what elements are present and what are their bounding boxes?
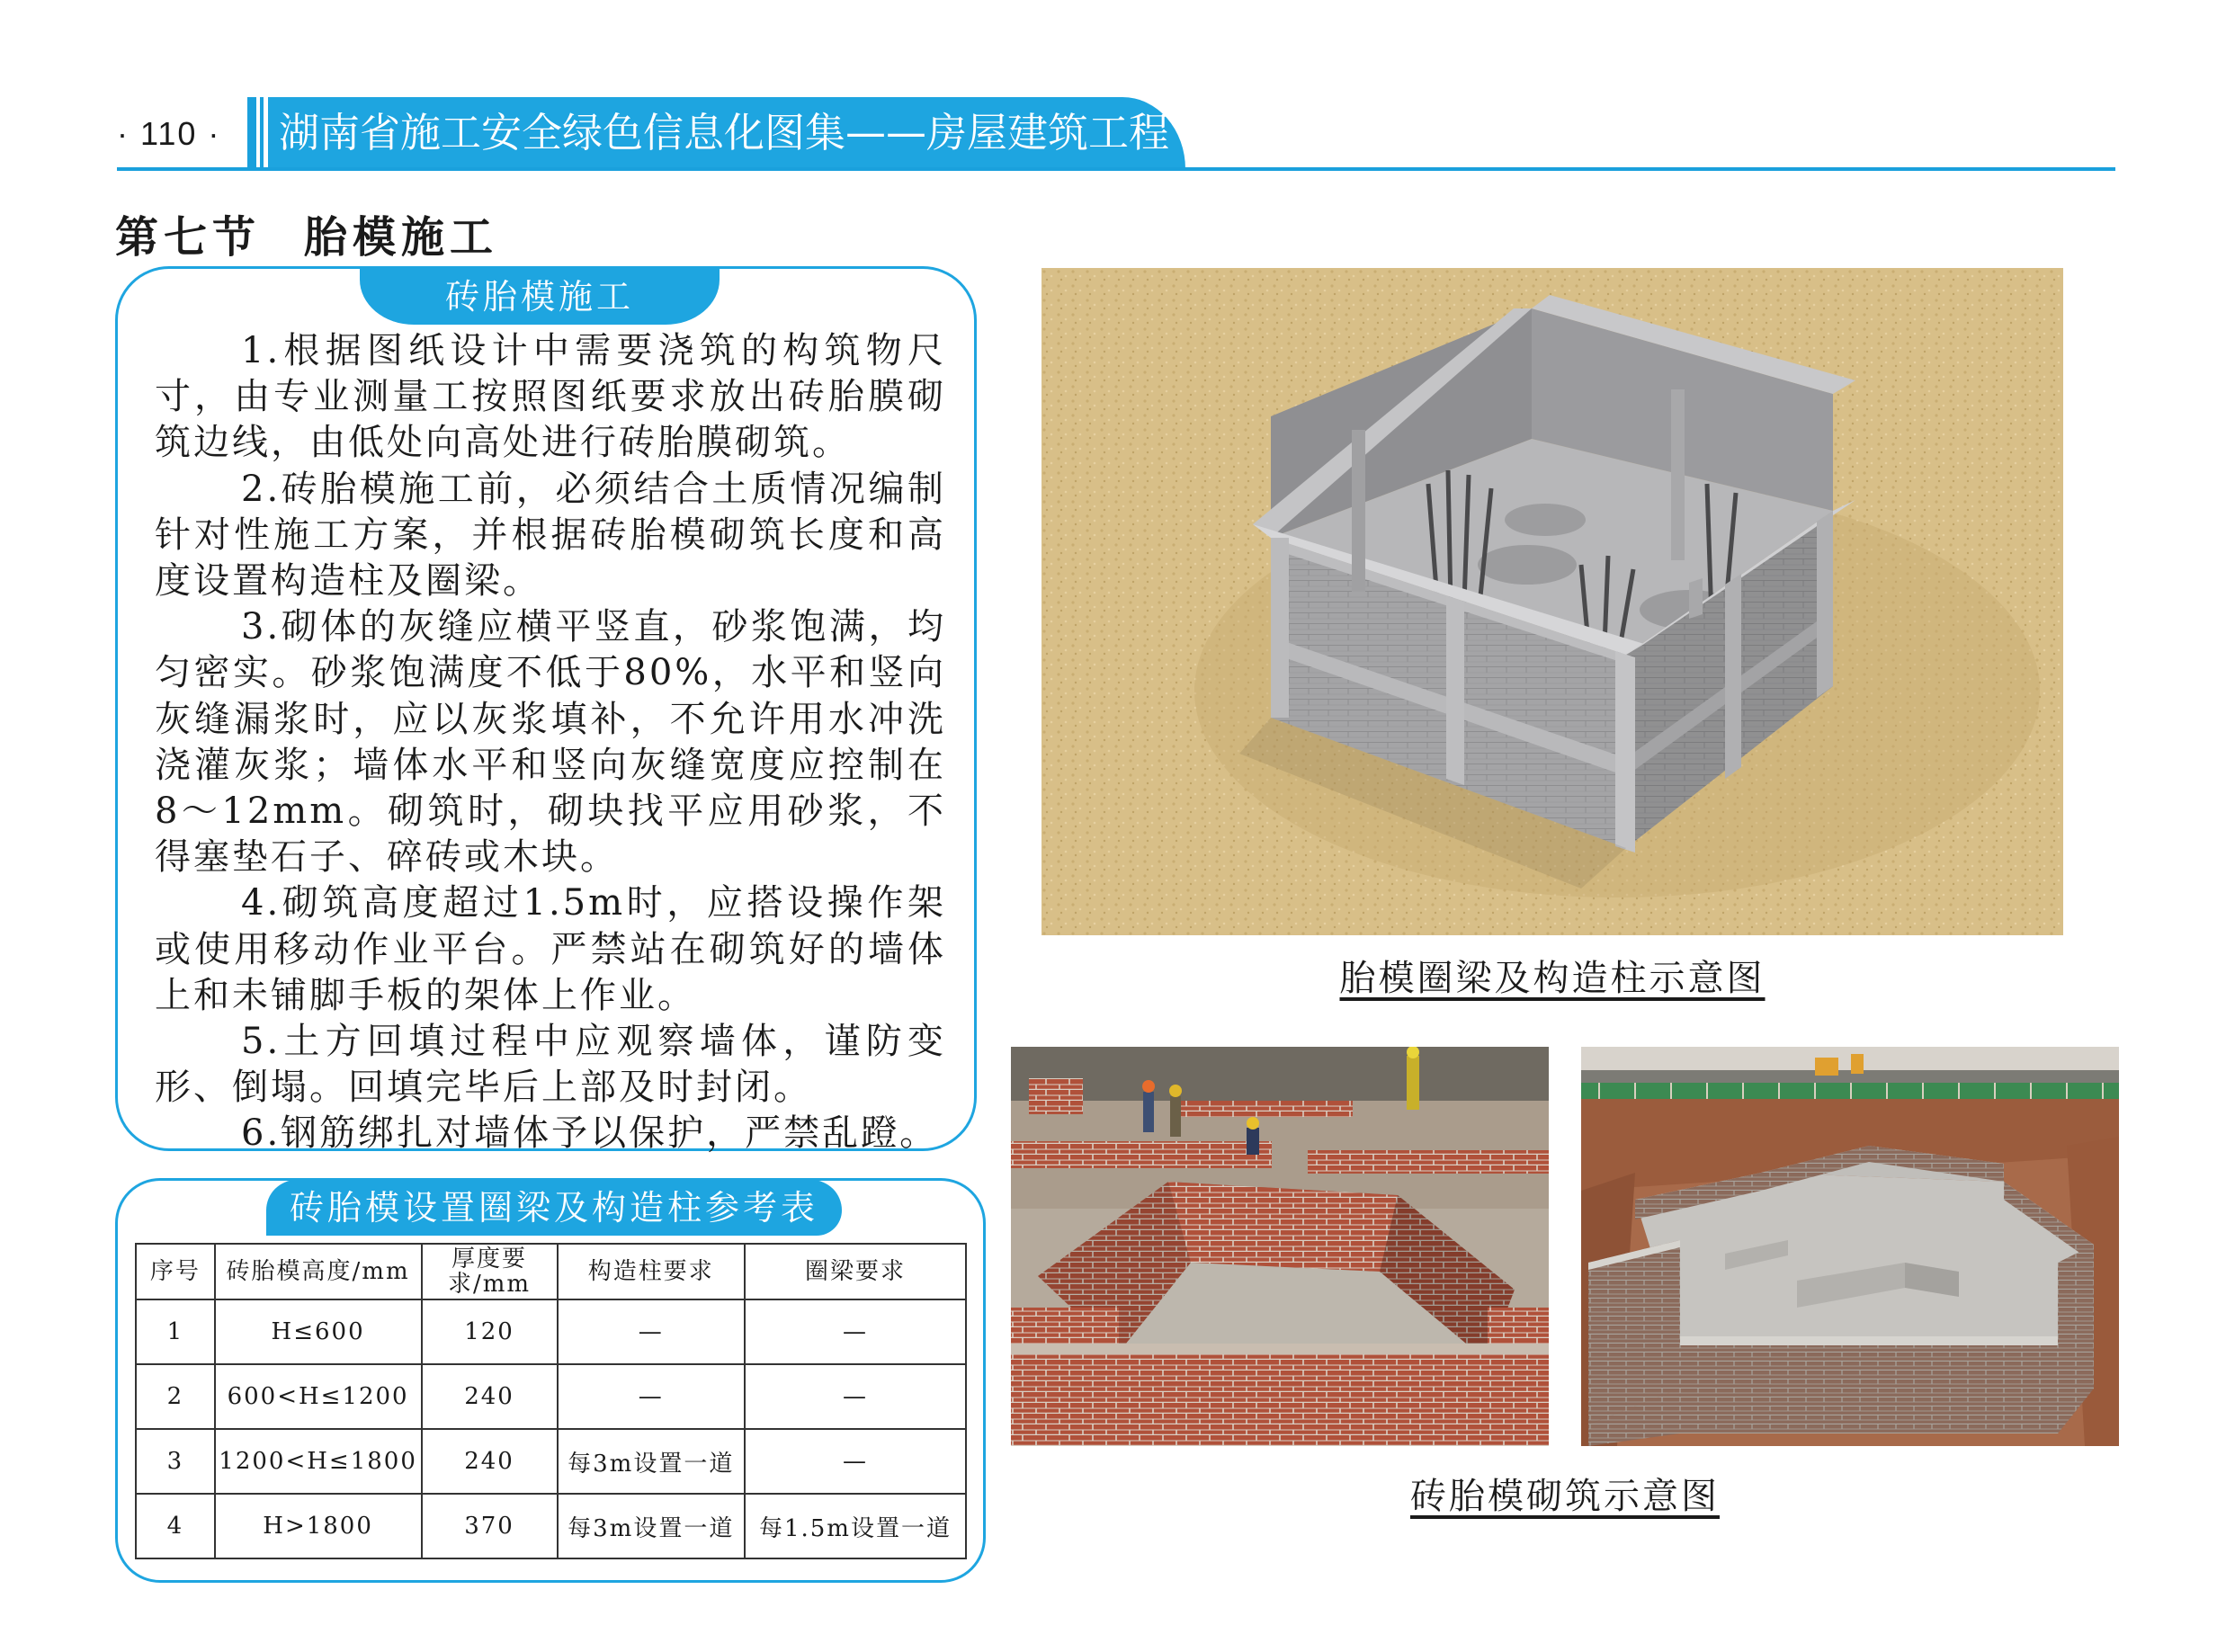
cell: 3 [136,1429,215,1494]
cell: 1200<H≤1800 [215,1429,422,1494]
col-height: 砖胎模高度/mm [215,1244,422,1299]
render-image-ring-beam [1041,268,2063,935]
section-number: 第七节 [115,212,262,263]
table-row [136,1494,966,1558]
header-accent-bar [247,97,256,169]
cell: 240 [422,1364,558,1429]
cell: — [558,1299,745,1364]
render-caption: 胎模圈梁及构造柱示意图 [1339,958,1766,999]
col-beam-req: 圈梁要求 [745,1244,966,1299]
cell: 370 [422,1494,558,1558]
brick-pit-illustration [1011,1047,1549,1446]
brick-foundation-illustration [1581,1047,2119,1446]
page-number: · 110 · [117,115,221,152]
book-title: 湖南省施工安全绿色信息化图集——房屋建筑工程 [268,97,1185,169]
header-rule [117,167,2115,171]
col-column-req: 构造柱要求 [558,1244,745,1299]
cell: 120 [422,1299,558,1364]
photos-caption: 砖胎模砌筑示意图 [1410,1476,1720,1517]
header-accent-bar-thin [260,97,264,169]
paragraph-5: 5.土方回填过程中应观察墙体，谨防变形、倒塌。回填完毕后上部及时封闭。 [155,1021,946,1109]
table-row [136,1429,966,1494]
cell: H>1800 [215,1494,422,1558]
col-thickness: 厚度要求/mm [422,1244,558,1299]
col-index: 序号 [136,1244,215,1299]
table-row [136,1364,966,1429]
paragraph-3: 3.砌体的灰缝应横平竖直，砂浆饱满，均匀密实。砂浆饱满度不低于80%，水平和竖向灰缝漏浆时，应以灰浆填补，不允许用水冲洗浇灌灰浆；墙体水平和竖向灰缝宽度应控制在8～12mm。砌筑时，砌块找平应用砂浆，不得塞垫石子、碎砖或木块。 [155,606,946,879]
reference-table-heading: 砖胎模设置圈梁及构造柱参考表 [266,1180,842,1236]
brick-mold-text [155,328,946,1157]
photo-brick-foundation [1581,1047,2119,1446]
cell: 每3m设置一道 [558,1494,745,1558]
cell: 每3m设置一道 [558,1429,745,1494]
cell: 240 [422,1429,558,1494]
cell: — [745,1299,966,1364]
cell: 1 [136,1299,215,1364]
cell: — [745,1429,966,1494]
cell: — [745,1364,966,1429]
brick-mold-heading: 砖胎模施工 [360,269,720,325]
table-header-row [136,1244,966,1299]
cell: H≤600 [215,1299,422,1364]
render-illustration [1041,268,2063,935]
paragraph-2: 2.砖胎模施工前，必须结合土质情况编制针对性施工方案，并根据砖胎模砌筑长度和高度设置构造柱及圈梁。 [155,468,946,603]
paragraph-6: 6.钢筋绑扎对墙体予以保护，严禁乱蹬。 [241,1112,939,1155]
cell: 4 [136,1494,215,1558]
cell: 每1.5m设置一道 [745,1494,966,1558]
section-title [115,202,498,264]
table-row [136,1299,966,1364]
photo-brick-pit [1011,1047,1549,1446]
cell: — [558,1364,745,1429]
reference-table [135,1243,967,1559]
paragraph-4: 4.砌筑高度超过1.5m时，应搭设操作架或使用移动作业平台。严禁站在砌筑好的墙体上和未铺脚手板的架体上作业。 [155,882,946,1016]
cell: 600<H≤1200 [215,1364,422,1429]
section-name: 胎模施工 [304,212,499,263]
cell: 2 [136,1364,215,1429]
paragraph-1: 1.根据图纸设计中需要浇筑的构筑物尺寸，由专业测量工按照图纸要求放出砖胎膜砌筑边线，由低处向高处进行砖胎膜砌筑。 [155,330,946,464]
